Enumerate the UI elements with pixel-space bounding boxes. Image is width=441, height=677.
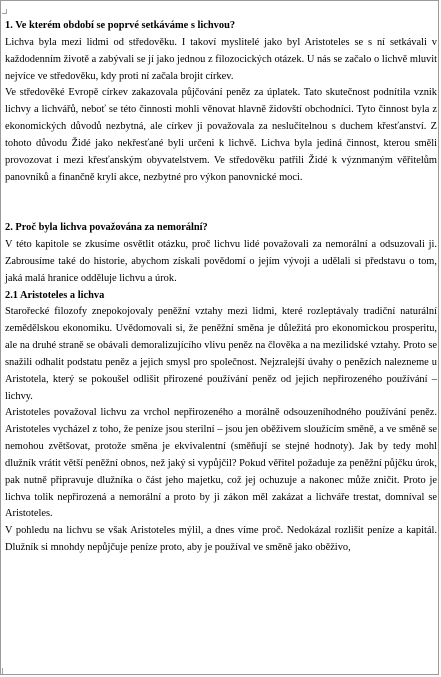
margin-bottom-marker (2, 668, 3, 674)
paragraph-cirkev-zakaz: Ve středověké Evropě církev zakazovala půjčování peněz za úplatek. Tato skutečnost podnítila vznik lichvy a lichvářů, neboť se této činnosti mohli věnovat hlavně židovští obchodníci. Tyto činnost byla z ekonomických důvodů nezbytná, ale církev ji považovala za neslučitelnou s duchem křesťanství. Z tohoto důvodu Židé jako nekřesťané byli určeni k lichvě. Lichva byla jediná činnost, kterou směli provozovat i mezi křesťanským obyvatelstvem. Ve středověku patřili Židé k význmaným věřitelům panovníků a finančně kryli akce, nezbytné pro výkon panovnické moci. (5, 87, 437, 183)
margin-corner-marker (2, 9, 7, 14)
heading-chapter-1: 1. Ve kterém období se poprvé setkáváme s lichvou? (5, 20, 236, 31)
paragraph-aristoteles-omyl: V pohledu na lichvu se však Aristoteles mýlil, a dnes víme proč. Nedokázal rozlišit peníze a kapitál. Dlužník si mnohdy nepůjčuje peníze proto, aby je používal ve směně jako oběživo, (5, 525, 437, 554)
paragraph-chapter-intro: V této kapitole se zkusíme osvětlit otázku, proč lichvu lidé považovali za nemorální a odsuzovali ji. Zabrousíme také do historie, abychom získali povědomí o jejím vývoji a udělali si představu o tom, jaká malá hranice odděluje lichvu a úrok. (5, 238, 437, 284)
paragraph-aristoteles-lichva: Aristoteles považoval lichvu za vrchol nepřirozeného a morálně odsouzeníhodného používání peněz. Aristoteles vycházel z toho, že peníze jsou sterilní – jsou jen oběživem sloužícím směně, a ve směně se nemohou zvětšovat, protože směna je ekvivalentní (směňují se stejné hodnoty). Jak by tedy mohl dlužník vrátit větší peněžní obnos, než jaký si vypůjčil? Pokud věřitel požaduje za peněžní půjčku úrok, pak nutně připravuje dlužníka o část jeho majetku, což jej ochuzuje a nakonec může zničit. Proto je lichva tolik nepřirozená a nemorální a proto by ji zákon měl zakázat a lichváře trestat, domníval se Aristoteles. (5, 407, 437, 520)
paragraph-lichva-stredovek: Lichva byla mezi lidmi od středověku. I takoví myslitelé jako byl Aristoteles se s ní setkávali v každodenním životě a zabývali se jí jako jednou z filozocických otázek. U nás se začalo o lichvě mluvit nejvíce ve středověku, kdy proti ní začala brojit církev. (5, 36, 437, 82)
paragraph-starorecti-filozofove: Starořecké filozofy znepokojovaly peněžní vztahy mezi lidmi, které rozleptávaly tradiční naturální zemědělskou ekonomiku. Uvědomovali si, že peněžní směna je důležitá pro ekonomickou prosperitu, ale na druhé straně se obávali demoralizujícího vlivu peněz na člověka a na mezilidské vztahy. Proto se snažili odhalit podstatu peněz a jejich smysl pro společnost. Nejzralejší úvahy o penězích nalezneme u Aristotela, který se pokoušel odlišit přirozené používání peněz od jejich nepřirozeného používání – lichvy. (5, 306, 437, 402)
heading-section-2-1: 2.1 Aristoteles a lichva (5, 289, 105, 301)
blank-lines (5, 186, 437, 220)
heading-chapter-2: 2. Proč byla lichva považována za nemorální? (5, 222, 208, 234)
document-body (5, 18, 437, 557)
